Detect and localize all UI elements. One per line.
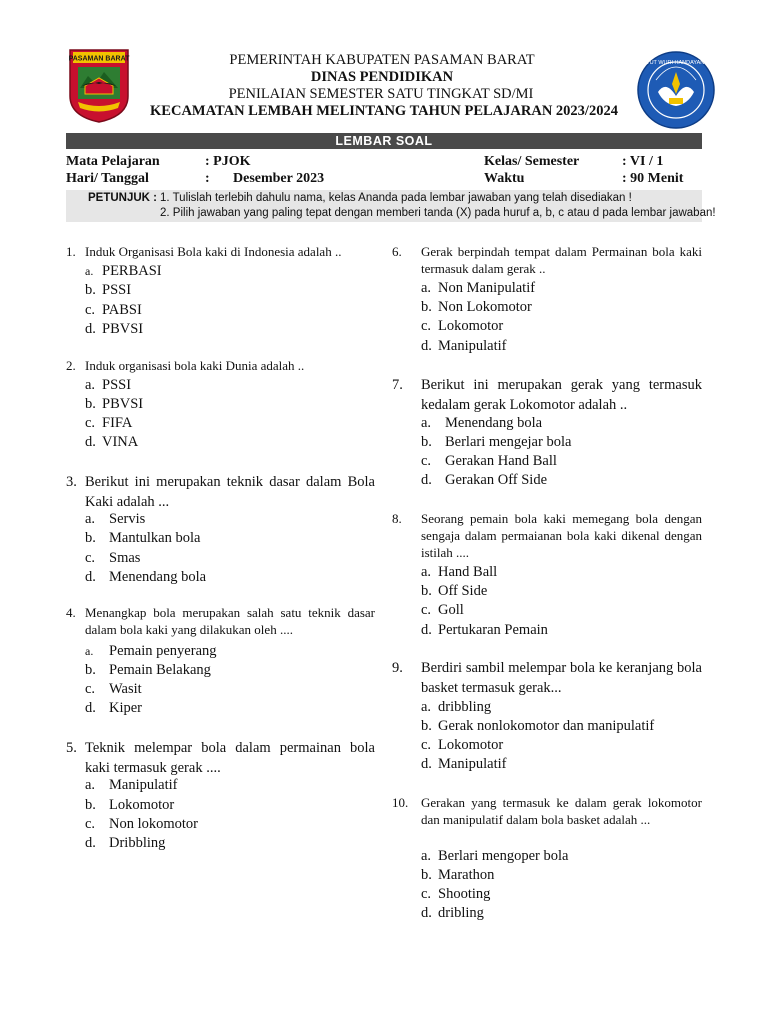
option-letter: a. xyxy=(421,699,432,715)
logo-right-text: TUT WURI HANDAYANI xyxy=(646,60,706,66)
option-a xyxy=(85,510,145,529)
option-d xyxy=(421,471,547,490)
option-text: Dribbling xyxy=(109,835,166,851)
hari-label: Hari/ Tanggal xyxy=(66,171,149,186)
option-text: Kiper xyxy=(109,700,143,716)
option-letter: b. xyxy=(421,867,432,883)
option-d xyxy=(421,621,548,640)
option-c xyxy=(421,885,490,904)
option-letter: a. xyxy=(421,848,432,864)
option-d xyxy=(421,755,506,774)
option-text: Lokomotor xyxy=(438,318,504,334)
header-line-4: KECAMATAN LEMBAH MELINTANG TAHUN PELAJARAN 2023/2024 xyxy=(150,103,618,119)
option-a xyxy=(85,776,177,795)
question-text: Induk organisasi bola kaki Dunia adalah .. xyxy=(85,358,305,373)
option-a xyxy=(421,847,568,866)
option-text: Menendang bola xyxy=(445,415,543,431)
option-text: Non Manipulatif xyxy=(438,280,536,296)
option-text: PSSI xyxy=(102,377,132,393)
header-line-1: PEMERINTAH KABUPATEN PASAMAN BARAT xyxy=(229,52,535,68)
question-text: Seorang pemain bola kaki memegang bola dengan sengaja dalam permaianan bola kaki dikenal dengan istilah .... xyxy=(421,511,702,560)
question-number: 1. xyxy=(66,244,76,259)
option-c xyxy=(421,736,503,755)
question-number: 6. xyxy=(392,244,402,259)
option-d xyxy=(85,320,143,339)
option-text: VINA xyxy=(102,434,139,450)
option-text: Pemain Belakang xyxy=(109,662,211,678)
petunjuk-label: PETUNJUK : xyxy=(88,192,158,204)
option-c xyxy=(421,452,557,471)
option-text: Smas xyxy=(109,550,141,566)
option-d xyxy=(421,904,484,923)
option-text: Non lokomotor xyxy=(109,816,199,832)
option-letter: d. xyxy=(421,905,432,921)
question-number: 4. xyxy=(66,605,76,620)
option-letter: a. xyxy=(85,644,94,658)
option-letter: b. xyxy=(421,718,432,734)
document-header xyxy=(0,0,768,130)
question-text: Gerak berpindah tempat dalam Permainan bola kaki termasuk dalam gerak .. xyxy=(421,244,702,276)
option-text: Manipulatif xyxy=(438,338,507,354)
petunjuk-box xyxy=(66,190,716,222)
option-letter: d. xyxy=(85,434,96,450)
question-text: Menangkap bola merupakan salah satu teknik dasar dalam bola kaki yang dilakukan oleh .... xyxy=(85,605,375,637)
option-a xyxy=(85,262,162,281)
option-c xyxy=(85,815,198,834)
waktu-label: Waktu xyxy=(484,171,525,186)
question-text: Gerakan yang termasuk ke dalam gerak lokomotor dan manipulatif dalam bola basket adalah ... xyxy=(421,795,702,827)
option-letter: c. xyxy=(421,318,432,334)
option-text: Goll xyxy=(438,602,464,618)
question-text: Induk Organisasi Bola kaki di Indonesia adalah .. xyxy=(85,244,342,259)
question-text: Berdiri sambil melempar bola ke keranjang bola basket termasuk gerak... xyxy=(421,660,702,696)
option-b xyxy=(421,298,532,317)
option-a xyxy=(85,376,131,395)
option-text: Shooting xyxy=(438,886,491,902)
option-d xyxy=(85,699,142,718)
option-letter: d. xyxy=(421,622,432,638)
option-text: dribling xyxy=(438,905,484,921)
option-letter: d. xyxy=(85,321,96,337)
option-b xyxy=(421,717,654,736)
option-letter: c. xyxy=(85,302,96,318)
question-number: 2. xyxy=(66,358,76,373)
option-b xyxy=(85,796,174,815)
option-letter: c. xyxy=(421,886,432,902)
question-text: Berikut ini merupakan gerak yang termasuk kedalam gerak Lokomotor adalah .. xyxy=(421,377,702,413)
option-letter: a. xyxy=(85,777,96,793)
option-letter: a. xyxy=(85,511,96,527)
option-b xyxy=(421,433,571,452)
option-text: Mantulkan bola xyxy=(109,530,201,546)
option-text: Gerakan Off Side xyxy=(445,472,548,488)
option-text: Off Side xyxy=(438,583,488,599)
option-c xyxy=(421,601,464,620)
option-a xyxy=(421,698,491,717)
kelas-value: : VI / 1 xyxy=(622,154,664,169)
option-letter: d. xyxy=(421,756,432,772)
option-letter: c. xyxy=(421,737,432,753)
option-b xyxy=(85,661,211,680)
option-d xyxy=(85,568,206,587)
option-text: Wasit xyxy=(109,681,142,697)
option-letter: b. xyxy=(85,662,96,678)
option-text: Gerak nonlokomotor dan manipulatif xyxy=(438,718,655,734)
option-text: FIFA xyxy=(102,415,133,431)
mapel-value: : PJOK xyxy=(205,154,251,169)
lembar-soal-bar: LEMBAR SOAL xyxy=(66,133,702,149)
question-number: 7. xyxy=(392,377,403,393)
option-text: Servis xyxy=(109,511,146,527)
logo-left-text: PASAMAN BARAT xyxy=(68,55,130,63)
header-line-2: DINAS PENDIDIKAN xyxy=(310,69,454,85)
option-text: Pemain penyerang xyxy=(109,643,217,659)
option-text: PBVSI xyxy=(102,396,144,412)
option-b xyxy=(85,281,131,300)
option-text: PBVSI xyxy=(102,321,144,337)
question-number: 8. xyxy=(392,511,402,526)
option-c xyxy=(421,317,503,336)
option-letter: a. xyxy=(85,377,96,393)
option-c xyxy=(85,301,142,320)
option-text: Hand Ball xyxy=(438,564,498,580)
option-letter: c. xyxy=(85,550,96,566)
question-text: Berikut ini merupakan teknik dasar dalam Bola Kaki adalah ... xyxy=(85,474,375,510)
option-text: Berlari mengejar bola xyxy=(445,434,572,450)
option-letter: b. xyxy=(421,434,432,450)
option-letter: c. xyxy=(85,415,96,431)
waktu-value: : 90 Menit xyxy=(622,171,684,186)
question-number: 10. xyxy=(392,795,409,810)
option-letter: a. xyxy=(85,264,94,278)
hari-colon: : xyxy=(205,171,210,186)
option-letter: a. xyxy=(421,280,432,296)
question-number: 3. xyxy=(66,474,77,490)
option-letter: d. xyxy=(421,338,432,354)
option-letter: c. xyxy=(85,681,96,697)
kelas-label: Kelas/ Semester xyxy=(484,154,580,169)
option-text: Pertukaran Pemain xyxy=(438,622,548,638)
option-text: Marathon xyxy=(438,867,495,883)
petunjuk-line-1: 1. Tulislah terlebih dahulu nama, kelas Ananda pada lembar jawaban yang telah disediakan ! xyxy=(160,192,632,204)
option-letter: b. xyxy=(85,797,96,813)
option-letter: d. xyxy=(85,700,96,716)
option-text: Berlari mengoper bola xyxy=(438,848,569,864)
option-b xyxy=(421,866,494,885)
mapel-label: Mata Pelajaran xyxy=(66,154,160,169)
option-d xyxy=(85,433,138,452)
option-a xyxy=(421,414,542,433)
option-text: Gerakan Hand Ball xyxy=(445,453,557,469)
option-text: PSSI xyxy=(102,282,132,298)
option-letter: b. xyxy=(421,299,432,315)
option-letter: c. xyxy=(421,453,432,469)
option-c xyxy=(85,414,132,433)
hari-value: Desember 2023 xyxy=(233,171,325,186)
option-letter: b. xyxy=(421,583,432,599)
option-letter: d. xyxy=(85,835,96,851)
option-text: Lokomotor xyxy=(438,737,504,753)
option-letter: d. xyxy=(85,569,96,585)
option-a xyxy=(421,279,535,298)
option-a xyxy=(85,642,217,661)
option-b xyxy=(85,529,200,548)
option-letter: b. xyxy=(85,396,96,412)
option-a xyxy=(421,563,497,582)
option-text: Manipulatif xyxy=(438,756,507,772)
option-text: dribbling xyxy=(438,699,492,715)
option-text: PERBASI xyxy=(102,263,162,279)
option-letter: d. xyxy=(421,472,432,488)
option-text: PABSI xyxy=(102,302,142,318)
question-number: 9. xyxy=(392,660,403,676)
option-letter: b. xyxy=(85,282,96,298)
petunjuk-line-2: 2. Pilih jawaban yang paling tepat dengan memberi tanda (X) pada huruf a, b, c atau d pada lembar jawaban! xyxy=(160,207,716,219)
option-text: Non Lokomotor xyxy=(438,299,532,315)
question-text: Teknik melempar bola dalam permainan bola kaki termasuk gerak .... xyxy=(85,740,375,776)
option-text: Lokomotor xyxy=(109,797,175,813)
option-text: Menendang bola xyxy=(109,569,207,585)
option-text: Manipulatif xyxy=(109,777,178,793)
header-line-3: PENILAIAN SEMESTER SATU TINGKAT SD/MI xyxy=(228,86,534,102)
option-c xyxy=(85,549,140,568)
option-letter: c. xyxy=(85,816,96,832)
question-number: 5. xyxy=(66,740,77,756)
option-letter: b. xyxy=(85,530,96,546)
option-d xyxy=(85,834,165,853)
option-letter: c. xyxy=(421,602,432,618)
option-b xyxy=(421,582,487,601)
option-d xyxy=(421,337,506,356)
option-c xyxy=(85,680,142,699)
option-letter: a. xyxy=(421,415,432,431)
option-b xyxy=(85,395,143,414)
option-letter: a. xyxy=(421,564,432,580)
